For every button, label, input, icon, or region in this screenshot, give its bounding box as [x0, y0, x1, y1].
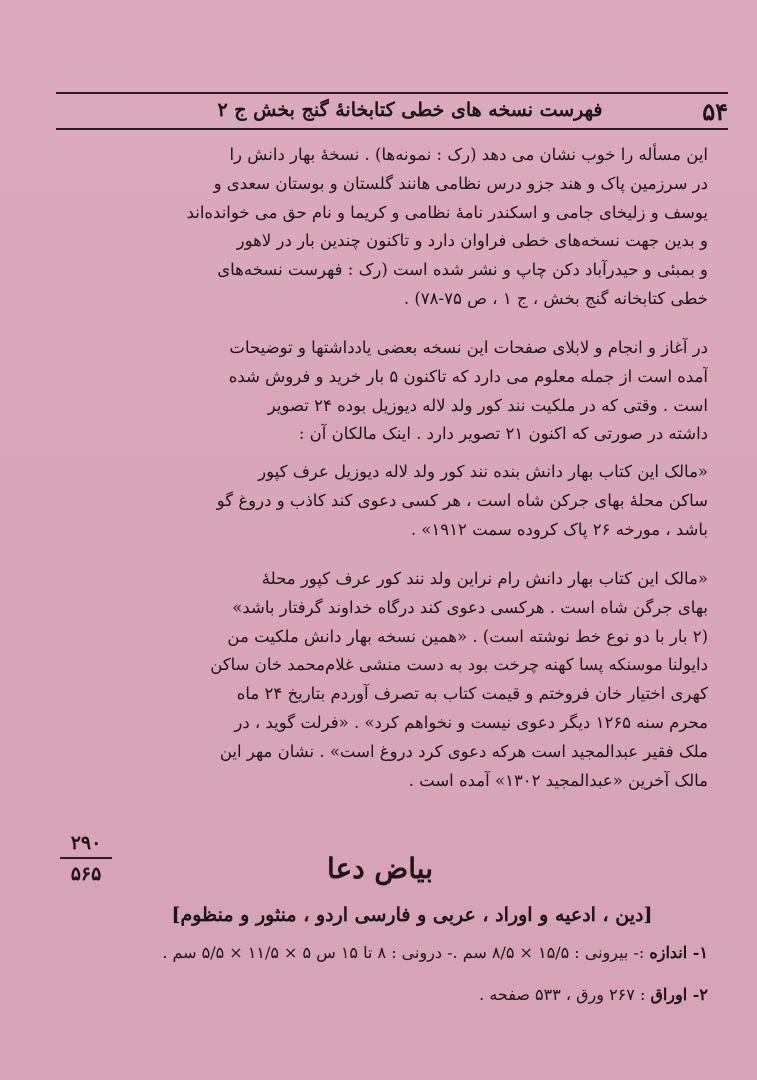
text-line: محرم سنه ۱۲۶۵ دیگر دعوی نیست و نخواهم کرد» . «فرلت گوید ، در — [234, 712, 708, 732]
text-line: ملک فقیر عبدالمجید است هرکه دعوی کرد دروغ است» . نشان مهر این — [219, 741, 708, 761]
text-line: و بمبئی و حیدرآباد دکن چاپ و نشر شده است (رک : فهرست نسخه‌های — [217, 260, 708, 280]
text-line: خطی کتابخانه گنج بخش ، ج ۱ ، ص ۷۵-۷۸) . — [403, 288, 708, 308]
paragraph-notes — [58, 334, 708, 449]
text-line: یوسف و زلیخای جامی و اسکندر نامهٔ نظامی و کریما و نام حق می خوانده‌اند — [186, 202, 708, 222]
text-line: مالک آخرین «عبدالمجید ۱۳۰۲» آمده است . — [408, 770, 708, 790]
entry-number-top: ۲۹۰ — [60, 832, 112, 859]
field-value: :- بیرونی : ۱۵/۵ × ۸/۵ سم .- درونی : ۸ تا ۱۵ س ۵ × ۱۱/۵ × ۵/۵ سم . — [162, 943, 645, 962]
entry-title: بیاض دعا — [326, 852, 434, 885]
text-line: ساکن محلهٔ بهای جرکن شاه است ، هر کسی دعوی کند کاذب و دروغ گو — [216, 490, 708, 510]
text-line: (۲ بار با دو نوع خط نوشته است) . «همین نسخه بهار دانش ملکیت من — [227, 626, 708, 646]
paragraph-intro — [58, 141, 708, 314]
text-line: داشته در صورتی که اکنون ۲۱ تصویر دارد . اینک مالکان آن : — [298, 424, 708, 444]
field-label: ۲- اوراق — [650, 985, 708, 1004]
text-line: «مالک این کتاب بهار دانش رام نراین ولد نند کور عرف کپور محلهٔ — [261, 569, 708, 588]
text-line: و بدین جهت نسخه‌های خطی فراوان دارد و تاکنون چندین بار در لاهور — [236, 231, 708, 251]
field-value: : ۲۶۷ ورق ، ۵۳۳ صفحه . — [479, 985, 646, 1004]
paragraph-owner-quote-2 — [58, 565, 708, 795]
header-rule-top — [56, 92, 728, 94]
text-line: بهای جرگن شاه است . هرکسی دعوی کند درگاه خداوند گرفتار باشد» — [232, 597, 708, 617]
field-leaves — [58, 985, 708, 1004]
text-line: این مسأله را خوب نشان می دهد (رک : نمونه‌ها) . نسخهٔ بهار دانش را — [229, 145, 708, 164]
text-line: دایولنا موسنکه پسا کهنه چرخت بود به دست منشی غلام‌محمد خان ساکن — [210, 655, 708, 675]
field-label: ۱- اندازه — [649, 943, 708, 962]
entry-subject: [دین ، ادعیه و اوراد ، عربی و فارسی اردو ، منثور و منظوم] — [171, 904, 653, 926]
text-line: «مالک این کتاب بهار دانش بنده نند کور ولد لاله دیوزیل عرف کپور — [258, 462, 708, 481]
text-line: است . وقتی که در ملکیت نند کور ولد لاله دیوزیل بوده ۲۴ تصویر — [267, 395, 708, 415]
field-size — [58, 943, 708, 962]
text-line: کهری اختیار خان فروختم و قیمت کتاب به تصرف آوردم بتاریخ ۲۴ ماه — [236, 684, 708, 704]
text-line: باشد ، مورخه ۲۶ پاک کروده سمت ۱۹۱۲» . — [410, 519, 708, 539]
header-rule-bottom — [56, 128, 728, 130]
text-line: آمده است از جمله معلوم می دارد که تاکنون ۵ بار خرید و فروش شده — [228, 366, 708, 386]
entry-number-bottom: ۵۶۵ — [70, 863, 102, 885]
paragraph-owner-quote-1 — [58, 458, 708, 544]
page-number: ۵۴ — [702, 97, 728, 126]
text-line: در سرزمین پاک و هند جزو درس نظامی هانند گلستان و بوستان سعدی و — [213, 173, 708, 193]
entry-number — [60, 832, 112, 885]
running-title: فهرست نسخه های خطی کتابخانهٔ گنج بخش ج ۲ — [217, 99, 603, 121]
text-line: در آغاز و انجام و لابلای صفحات این نسخه بعضی یادداشتها و توضیحات — [229, 338, 708, 357]
